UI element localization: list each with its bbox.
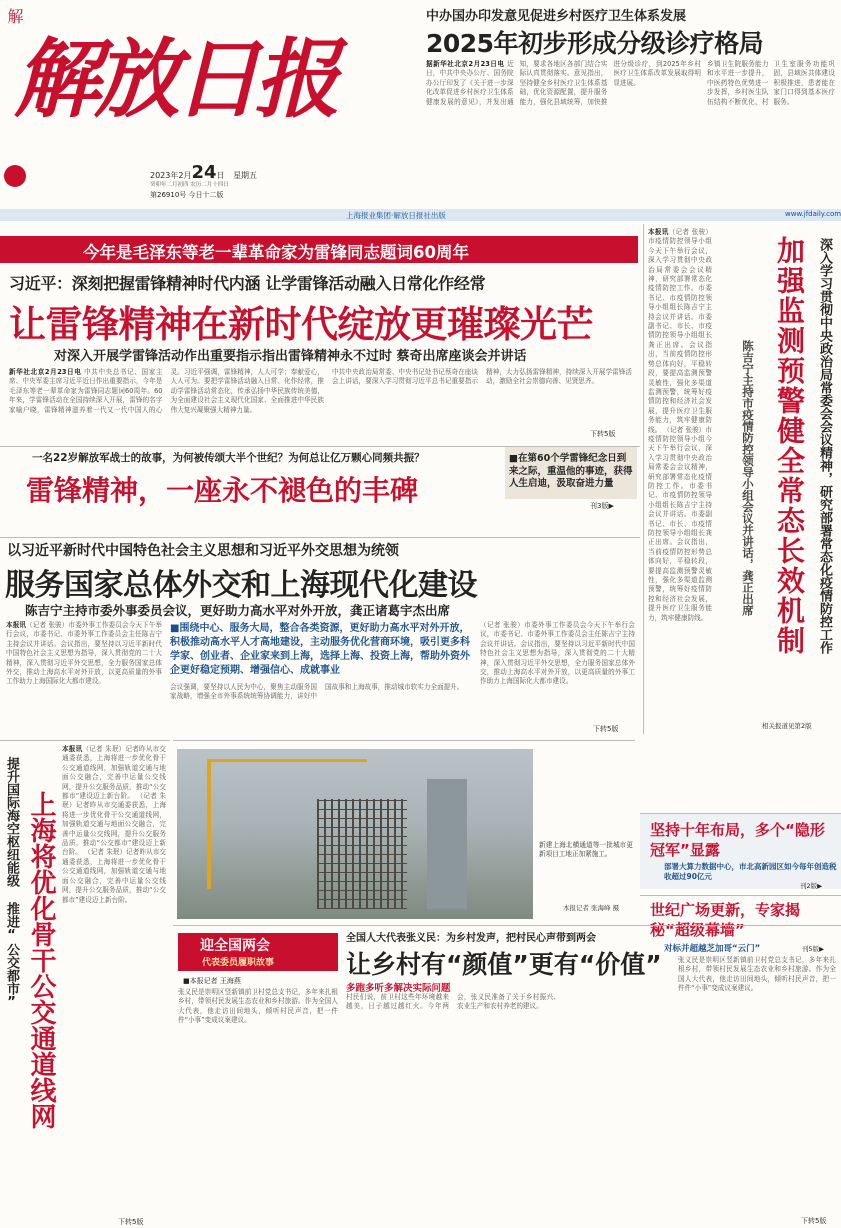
lianghui-logo-text: 迎全国两会 <box>200 938 270 954</box>
photo-caption: 新建上海北横通道等一批城市更新项目工地正加紧施工。 <box>539 841 633 859</box>
right-jump[interactable]: 相关报道见第2版 <box>762 722 812 730</box>
rebar-cage <box>317 799 407 909</box>
weekday: 星期五 <box>233 171 258 180</box>
promo-2-title: 世纪广场更新，专家揭秘“超级幕墙” <box>650 901 801 939</box>
lead-body-2: 中共中央政治局常委、中央书记处书记蔡奇在座谈会上讲话，要深入学习贯彻习近平总书记重要指示精神，大力弘扬雷锋精神，持续深入开展学雷锋活动，激励全社会崇德向善、见贤思齐。 <box>332 368 632 386</box>
lianghui-tag: 多跑多听多解决实际问题 <box>346 983 451 994</box>
right-kicker: 深入学习贯彻中央政治局常委会会议精神，研究部署常态化疫情防控工作 <box>817 238 832 654</box>
bottom-left-story <box>0 740 170 1228</box>
promo-1-title: 坚持十年布局，多个“隐形冠军”显露 <box>650 821 825 859</box>
lianghui-logo <box>178 933 338 971</box>
lead-subhead: 对深入开展学雷锋活动作出重要指示指出雷锋精神永不过时 蔡奇出席座谈会并讲话 <box>54 349 527 364</box>
feature-headline: 雷锋精神，一座永不褪色的丰碑 <box>26 474 419 507</box>
lianghui-body-2: 村民们说，前卫村这些年环境越来越美，日子越过越红火。今年两会，张义民准备了关于乡村振兴、农业生产和农村养老的建议。 <box>346 993 560 1011</box>
website: www.jfdaily.com <box>785 210 841 218</box>
feature-kicker: 一名22岁解放军战士的故事，为何被传颂大半个世纪？为何总让亿万颗心同频共振？ <box>32 452 425 464</box>
bottom-left-headline: 上海将优化骨干公交通道线网 <box>26 791 56 1129</box>
feature-box-text: ■在第60个学雷锋纪念日到来之际，重温他的事迹，获得人生启迪，汲取奋进力量 <box>509 453 633 489</box>
lianghui-headline: 让乡村有“颜值”更有“价值” <box>346 950 662 979</box>
construction-photo <box>173 740 635 922</box>
foreign-story <box>0 537 640 737</box>
bottom-left-jump[interactable]: 下转5版 <box>118 1218 144 1226</box>
lead-jump[interactable]: 下转5版 <box>590 430 616 438</box>
top-news <box>422 2 839 207</box>
promo-1[interactable] <box>640 813 841 889</box>
lianghui-kicker: 全国人大代表张义民：为乡村发声，把村民心声带到两会 <box>346 933 596 944</box>
right-headline: 加强监测预警健全常态长效机制 <box>773 236 806 656</box>
masthead: 解 解放日报 2023年2月24日 星期五 癸卯年二月初四 农历二月十四日 第26910号 今日十二版 <box>5 8 334 199</box>
foreign-body-2: 会议强调，要坚持以人民为中心，聚焦主动服务国家战略，增强全市外事系统统筹协调能力，讲好中国故事和上海故事，推动城市软实力全面提升。 <box>170 683 464 701</box>
lead-headline: 让雷锋精神在新时代绽放更璀璨光芒 <box>9 303 593 346</box>
promo-1-sub: 部署大算力数据中心，市北高新园区如今每年创造税收超过90亿元 <box>664 862 837 881</box>
foreign-jump[interactable]: 下转5版 <box>593 725 619 733</box>
foreign-subhead: 陈吉宁主持市委外事委员会议，更好助力高水平对外开放，龚正诸葛宇杰出席 <box>25 603 451 618</box>
lianghui-jump[interactable]: 下转5版 <box>801 1217 827 1225</box>
publisher: 上海报业集团·解放日报社出版 <box>346 211 446 220</box>
lianghui-story <box>173 925 841 1228</box>
photo-credit: 本报记者 张海峰 摄 <box>563 904 620 912</box>
foreign-body-3: （记者 张骏）市委外事工作委员会今天下午举行会议，市委书记、市委外事工作委员会主任陈吉宁主持会议并讲话。会议指出，要坚持以习近平新时代中国特色社会主义思想为指导，深入贯彻党的二十大精神，深入贯彻习近平外交思想，全力服务国家总体外交，推动上海高水平对外开放，以更高质量的外事工作助力上海国际化大都市建设。 <box>480 621 635 686</box>
foreign-body: 本报讯（记者 张骏）市委外事工作委员会今天下午举行会议，市委书记、市委外事工作委员会主任陈吉宁主持会议并讲话。会议指出，要坚持以习近平新时代中国特色社会主义思想为指导，深入贯彻党的二十大精神，深入贯彻习近平外交思想，全力服务国家总体外交，推动上海高水平对外开放，以更高质量的外事工作助力上海国际化大都市建设。 <box>6 621 162 686</box>
photo-image <box>177 749 533 919</box>
right-story <box>643 224 841 734</box>
feature-story <box>0 446 640 534</box>
foreign-pull: ■围绕中心、服务大局，整合各类资源，更好助力高水平对外开放，积极推动高水平人才高地建设，主动服务优化营商环境，吸引更多科学家、创业者、企业家来到上海，选择上海、投资上海，帮助外资外企更好稳定预期、增强信心、成就事业 <box>170 623 470 676</box>
theme-banner <box>0 236 638 263</box>
lunar-date: 癸卯年二月初四 农历二月十四日 <box>150 182 229 188</box>
lianghui-body: 张义民是崇明区竖新镇前卫村党总支书记，多年来扎根乡村，带领村民发展生态农业和乡村旅游。作为全国人大代表，他走访田间地头，倾听村民声音，把一件件“小事”变成议案建议。 <box>178 988 338 1025</box>
foreign-kicker: 以习近平新时代中国特色社会主义思想和习近平外交思想为统领 <box>7 543 399 559</box>
lianghui-logo-sub: 代表委员履职故事 <box>202 958 275 968</box>
lead-body: 新华社北京2月23日电 中共中央总书记、国家主席、中央军委主席习近平近日作出重要指示，今年是毛泽东等老一辈革命家为雷锋同志题词60周年。60年来，学雷锋活动在全国持续深入开展，雷锋的名字家喻户晓，雷锋精神滋养着一代又一代中国人的心灵。习近平强调，雷锋精神，人人可学；奉献爱心，人人可为。要把学雷锋活动融入日常、化作经常，推动学雷锋活动常态化，传承弘扬中华民族传统美德，为全面建设社会主义现代化国家、全面推进中华民族伟大复兴凝聚强大精神力量。 <box>9 368 324 414</box>
top-news-headline: 2025年初步形成分级诊疗格局 <box>426 29 764 58</box>
right-subhead: 陈吉宁主持市疫情防控领导小组会议并讲话，龚正出席 <box>741 340 755 616</box>
feature-jump[interactable]: 刊3版▶ <box>590 502 614 510</box>
top-news-body-2: 乡镇卫生院服务能力和水平进一步提升，中医药特色优势进一步发挥，乡村医生队伍结构不断优化，村卫生室服务功能巩固，县域医共体建设积极推进，患者能在家门口得到基本医疗服务。 <box>707 60 835 106</box>
lianghui-byline: ■本报记者 王海燕 <box>183 977 241 985</box>
top-news-body: 据新华社北京2月23日电 近日，中共中央办公厅、国务院办公厅印发了《关于进一步深化改革促进乡村医疗卫生体系健康发展的意见》，并发出通知，要求各地区各部门结合实际认真贯彻落实。意见指出，坚持健全乡村医疗卫生体系基础，优化资源配置，提升服务能力，强化县域统筹，加快推进分级诊疗，到2025年乡村医疗卫生体系改革发展取得明显进展。 <box>426 60 701 106</box>
lead-story <box>0 266 640 441</box>
masthead-logo-text: 解放日报 <box>14 29 334 130</box>
theme-banner-text: 今年是毛泽东等老一辈革命家为雷锋同志题词60周年 <box>83 243 469 262</box>
lead-kicker: 习近平：深刻把握雷锋精神时代内涵 让学雷锋活动融入日常化作经常 <box>9 274 486 293</box>
right-body: 本报讯（记者 张骏）市疫情防控领导小组今天下午举行会议，深入学习贯彻中央政治局常委会会议精神，研究部署常态化疫情防控工作。市委书记、市疫情防控领导小组组长陈吉宁主持会议并讲话。市委副书记、市长、市疫情防控领导小组组长龚正出席。会议指出，当前疫情防控形势总体向好，平稳转段，要提高监测预警灵敏性，强化多渠道监测预警，统筹好疫情防控和经济社会发展，提升医疗卫生服务能力，筑牢健康防线。 （记者 张骏）市疫情防控领导小组今天下午举行会议，深入学习贯彻中央政治局常委会会议精神，研究部署常态化疫情防控工作。市委书记、市疫情防控领导小组组长陈吉宁主持会议并讲话。市委副书记、市长、市疫情防控领导小组组长龚正出席。会议指出，当前疫情防控形势总体向好，平稳转段，要提高监测预警灵敏性，强化多渠道监测预警，统筹好疫情防控和经济社会发展，提升医疗卫生服务能力，筑牢健康防线。 <box>648 228 712 622</box>
crane-icon <box>207 759 211 889</box>
crane-arm <box>207 759 367 762</box>
date-line: 2023年2月24日 星期五 <box>150 162 258 183</box>
masthead-emblem <box>4 165 26 187</box>
promo-2-sub: 对标并超越芝加哥“云门” <box>664 944 761 954</box>
promo-2-jump[interactable]: 刊5版▶ <box>802 945 825 953</box>
tower-building <box>427 779 467 909</box>
day-number: 24 <box>191 162 217 183</box>
publisher-bar <box>0 209 841 221</box>
promo-1-jump[interactable]: 刊2版▶ <box>800 882 823 890</box>
bottom-left-kicker: 提升国际海空枢纽能级 推进“公交都市” <box>4 757 19 1010</box>
bottom-left-body: 本报讯（记者 朱珉）记者昨从市交通委获悉，上海将进一步优化骨干公交通道线网，加强轨道交通与地面公交融合，完善中运量公交线网，提升公交服务品质，推动“公交都市”建设迈上新台阶。 （记者 朱珉）记者昨从市交通委获悉，上海将进一步优化骨干公交通道线网，加强轨道交通与地面公交融合，完善中运量公交线网，提升公交服务品质，推动“公交都市”建设迈上新台阶。 （记者 朱珉）记者昨从市交通委获悉，上海将进一步优化骨干公交通道线网，加强轨道交通与地面公交融合，完善中运量公交线网，提升公交服务品质，推动“公交都市”建设迈上新台阶。 <box>62 745 166 904</box>
issue-number: 第26910号 今日十二版 <box>150 191 224 199</box>
foreign-headline: 服务国家总体外交和上海现代化建设 <box>5 568 477 603</box>
lianghui-body-3: 张义民是崇明区竖新镇前卫村党总支书记，多年来扎根乡村，带领村民发展生态农业和乡村旅游。作为全国人大代表，他走访田间地头，倾听村民声音，把一件件“小事”变成议案建议。 <box>678 956 836 993</box>
feature-box <box>505 447 637 499</box>
top-news-kicker: 中办国办印发意见促进乡村医疗卫生体系发展 <box>426 9 687 24</box>
